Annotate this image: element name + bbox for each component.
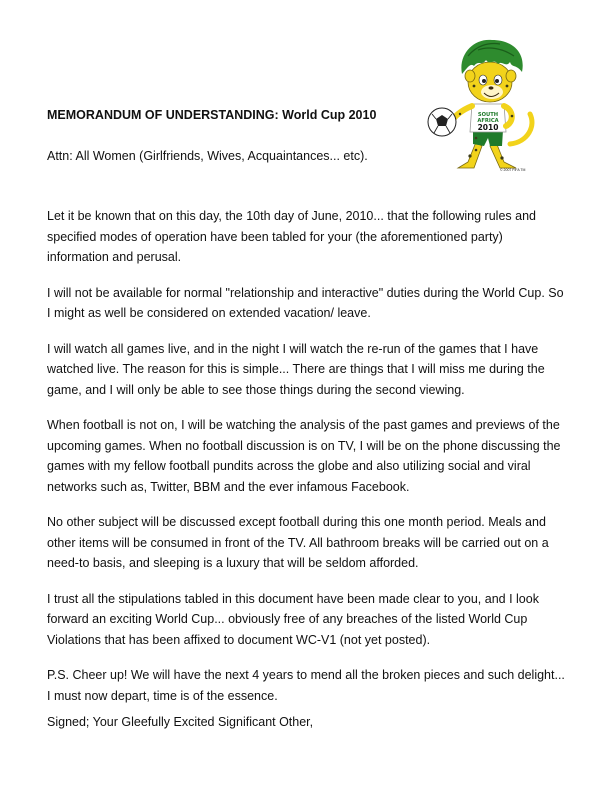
mascot-copyright-caption: © 2007 FIFA TM [500,168,526,172]
memo-body [47,206,567,748]
memo-paragraph: No other subject will be discussed except football during this one month period. Meals and other items will be consumed in front of the TV. All bathroom breaks will be carried out on a need-to basis, and sleeping is a luxury that will be seldom afforded. [47,515,549,570]
memo-paragraph: I trust all the stipulations tabled in this document have been made clear to you, and I look forward an exciting World Cup... obviously free of any breaches of the listed World Cup Violations that has been affixed to document WC-V1 (not yet posted). [47,591,539,647]
mascot-svg [418,34,558,176]
memo-signature: Signed; Your Gleefully Excited Significant Other, [47,715,314,729]
shirt-text-year: 2010 [477,123,499,132]
memo-attention-line: Attn: All Women (Girlfriends, Wives, Acquaintances... etc). [47,149,368,163]
memo-paragraph: I will watch all games live, and in the night I will watch the re-run of the games that I have watched live. The reason for this is simple... There are things that I will miss me during the game, and I will only be able to see those things during the second viewing. [47,341,545,397]
shirt-text-south: SOUTH [477,112,499,118]
zakumi-mascot-illustration [418,34,558,176]
shirt-text-africa: AFRICA [477,118,499,124]
memo-postscript: P.S. Cheer up! We will have the next 4 years to mend all the broken pieces and such delight... I must now depart, time is of the essence. [47,668,565,703]
memo-paragraph: I will not be available for normal "relationship and interactive" duties during the World Cup. So I might as well be considered on extended vacation/ leave. [47,285,564,320]
memo-paragraph: Let it be known that on this day, the 10th day of June, 2010... that the following rules and specified modes of operation have been tabled for your (the aforementioned party) information and perusal. [47,209,536,264]
memo-title: MEMORANDUM OF UNDERSTANDING: World Cup 2010 [47,108,377,122]
memo-paragraph: When football is not on, I will be watching the analysis of the past games and previews of the upcoming games. When no football discussion is on TV, I will be on the phone discussing the games with my fellow football pundits across the globe and also utilizing social and viral networks such as, Twitter, BBM and the ever infamous Facebook. [47,418,561,494]
